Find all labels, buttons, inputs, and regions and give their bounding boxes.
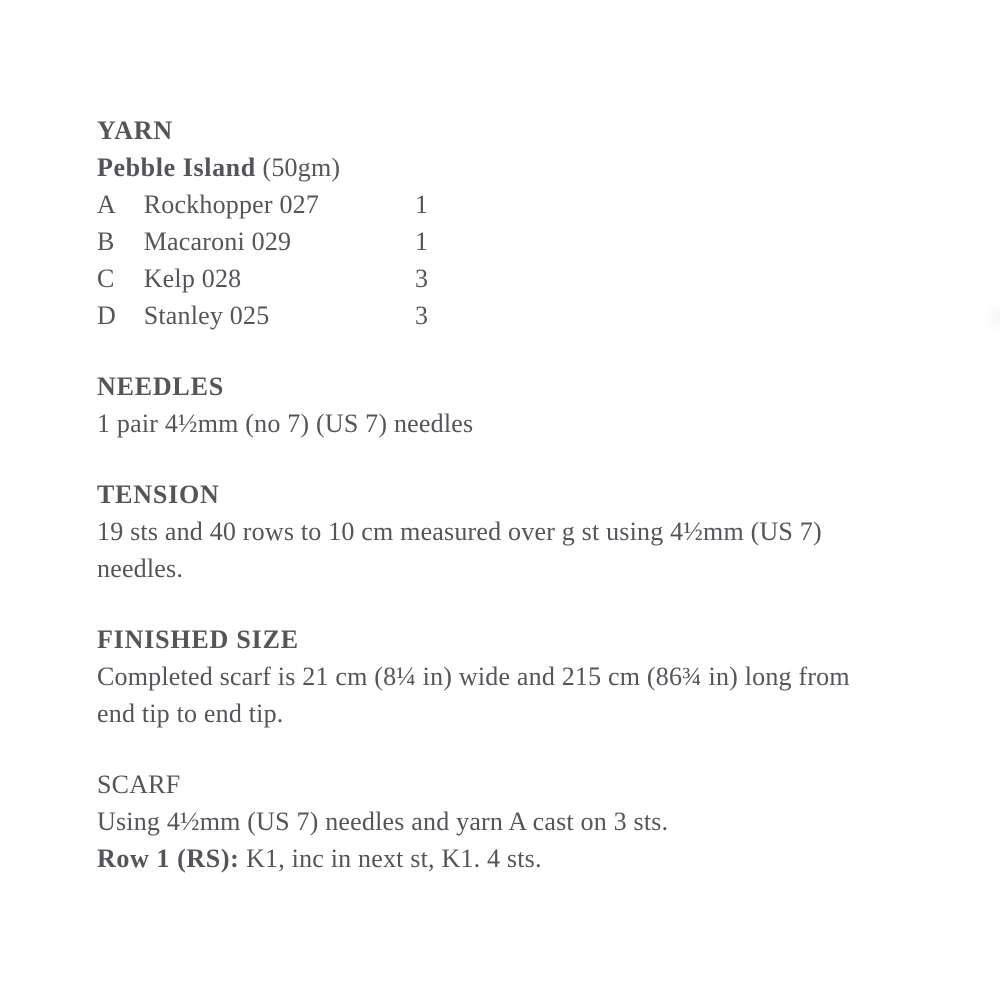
yarn-brand-name: Pebble Island bbox=[97, 153, 256, 182]
yarn-letter: C bbox=[97, 264, 115, 293]
yarn-brand-line bbox=[97, 149, 927, 186]
tension-heading: TENSION bbox=[97, 480, 220, 509]
row1-label: Row 1 (RS): bbox=[97, 844, 240, 873]
scarf-section bbox=[97, 766, 927, 877]
finished-size-heading: FINISHED SIZE bbox=[97, 625, 299, 654]
yarn-quantity: 3 bbox=[415, 301, 429, 330]
yarn-row-b bbox=[97, 223, 927, 260]
yarn-color-name: Macaroni 029 bbox=[143, 227, 292, 256]
scarf-instruction-line: Using 4½mm (US 7) needles and yarn A cast on 3 sts. bbox=[97, 807, 669, 836]
yarn-heading: YARN bbox=[97, 116, 173, 145]
tension-section bbox=[97, 476, 927, 587]
needles-section bbox=[97, 368, 927, 442]
finished-size-section bbox=[97, 621, 927, 732]
yarn-row-c bbox=[97, 260, 927, 297]
yarn-row-d bbox=[97, 297, 927, 334]
yarn-quantity: 1 bbox=[415, 227, 429, 256]
yarn-brand-weight: (50gm) bbox=[262, 153, 341, 182]
yarn-quantity: 3 bbox=[415, 264, 429, 293]
yarn-letter: D bbox=[97, 301, 116, 330]
yarn-color-name: Rockhopper 027 bbox=[143, 190, 320, 219]
scarf-heading: SCARF bbox=[97, 770, 181, 799]
yarn-color-name: Stanley 025 bbox=[143, 301, 270, 330]
needles-text: 1 pair 4½mm (no 7) (US 7) needles bbox=[97, 409, 474, 438]
finished-size-text-line2: end tip to end tip. bbox=[97, 699, 284, 728]
scarf-row1-line bbox=[97, 840, 927, 877]
yarn-letter: B bbox=[97, 227, 115, 256]
yarn-quantity: 1 bbox=[415, 190, 429, 219]
needles-heading: NEEDLES bbox=[97, 372, 224, 401]
pattern-content bbox=[97, 112, 927, 877]
tension-text-line1: 19 sts and 40 rows to 10 cm measured over g st using 4½mm (US 7) bbox=[97, 517, 822, 546]
yarn-section bbox=[97, 112, 927, 334]
yarn-row-a bbox=[97, 186, 927, 223]
yarn-color-name: Kelp 028 bbox=[143, 264, 242, 293]
scan-edge-artifact bbox=[984, 300, 1000, 336]
tension-text-line2: needles. bbox=[97, 554, 184, 583]
finished-size-text-line1: Completed scarf is 21 cm (8¼ in) wide and 215 cm (86¾ in) long from bbox=[97, 662, 850, 691]
row1-text: K1, inc in next st, K1. 4 sts. bbox=[246, 844, 542, 873]
yarn-letter: A bbox=[97, 190, 116, 219]
